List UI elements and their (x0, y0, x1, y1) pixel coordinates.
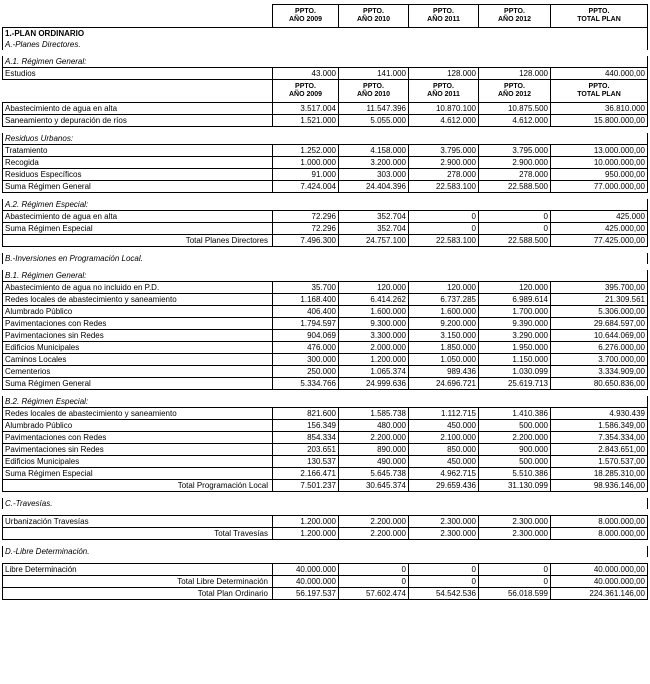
amount-cell: 0 (409, 223, 479, 235)
amount-cell: 8.000.000,00 (551, 516, 648, 528)
amount-cell: 2.200.000 (339, 516, 409, 528)
amount-cell: 0 (339, 564, 409, 576)
amount-cell: 6.989.614 (479, 294, 551, 306)
total-amount-cell: 98.936.146,00 (551, 480, 648, 492)
column-header-line-2: AÑO 2011 (427, 16, 460, 23)
amount-cell: 1.252.000 (273, 145, 339, 157)
amount-cell: 3.700.000,00 (551, 354, 648, 366)
row-label: Edificios Municipales (3, 342, 273, 354)
amount-cell: 440.000,00 (551, 68, 648, 80)
amount-cell: 821.600 (273, 408, 339, 420)
amount-cell: 406.400 (273, 306, 339, 318)
column-header-line-1: PPTO. (363, 83, 384, 90)
amount-cell: 1.030.099 (479, 366, 551, 378)
amount-cell: 904.069 (273, 330, 339, 342)
table-row (3, 157, 648, 169)
column-header-line-2: AÑO 2012 (497, 91, 532, 98)
amount-cell: 203.651 (273, 444, 339, 456)
amount-cell: 3.334.909,00 (551, 366, 648, 378)
amount-cell: 2.300.000 (479, 516, 551, 528)
budget-document (2, 4, 647, 600)
total-amount-cell: 54.542.536 (409, 588, 479, 600)
amount-cell: 6.276.000,00 (551, 342, 648, 354)
column-header-line-2: AÑO 2009 (288, 91, 323, 98)
section-heading-row (3, 28, 648, 40)
column-header (273, 80, 339, 103)
amount-cell: 120.000 (339, 282, 409, 294)
amount-cell: 395.700,00 (551, 282, 648, 294)
amount-cell: 1.585.738 (339, 408, 409, 420)
amount-cell: 4.612.000 (479, 115, 551, 127)
amount-cell: 1.586.349,00 (551, 420, 648, 432)
amount-cell: 3.795.000 (479, 145, 551, 157)
column-header-line-2: AÑO 2009 (288, 16, 323, 23)
amount-cell: 4.612.000 (409, 115, 479, 127)
amount-cell: 5.055.000 (339, 115, 409, 127)
amount-cell: 24.696.721 (409, 378, 479, 390)
amount-cell: 7.354.334,00 (551, 432, 648, 444)
table-row (3, 294, 648, 306)
amount-cell: 29.684.597,00 (551, 318, 648, 330)
row-label: Redes locales de abastecimiento y saneamiento (3, 294, 273, 306)
table-row (3, 68, 648, 80)
total-label: Total Planes Directores (3, 235, 273, 247)
total-label: Total Libre Determinación (3, 576, 273, 588)
row-label: Suma Régimen Especial (3, 468, 273, 480)
amount-cell: 352.704 (339, 211, 409, 223)
amount-cell: 303.000 (339, 169, 409, 181)
row-label: Pavimentaciones con Redes (3, 432, 273, 444)
total-amount-cell: 7.496.300 (273, 235, 339, 247)
row-label: Abastecimiento de agua no incluido en P.D. (3, 282, 273, 294)
row-label: Alumbrado Público (3, 420, 273, 432)
amount-cell: 1.570.537,00 (551, 456, 648, 468)
amount-cell: 22.583.100 (409, 181, 479, 193)
total-amount-cell: 2.300.000 (479, 528, 551, 540)
amount-cell: 5.306.000,00 (551, 306, 648, 318)
amount-cell: 7.424.004 (273, 181, 339, 193)
amount-cell: 72.296 (273, 211, 339, 223)
amount-cell: 3.300.000 (339, 330, 409, 342)
row-label: Estudios (3, 68, 273, 80)
amount-cell: 0 (409, 564, 479, 576)
amount-cell: 13.000.000,00 (551, 145, 648, 157)
table-row (3, 211, 648, 223)
amount-cell: 850.000 (409, 444, 479, 456)
amount-cell: 18.285.310,00 (551, 468, 648, 480)
header-blank-cell (3, 80, 273, 103)
amount-cell: 854.334 (273, 432, 339, 444)
amount-cell: 1.150.000 (479, 354, 551, 366)
table-row (3, 223, 648, 235)
amount-cell: 120.000 (409, 282, 479, 294)
section-heading-row (3, 39, 648, 50)
table-row (3, 456, 648, 468)
amount-cell: 77.000.000,00 (551, 181, 648, 193)
total-label: Total Programación Local (3, 480, 273, 492)
amount-cell: 5.334.766 (273, 378, 339, 390)
amount-cell: 450.000 (409, 456, 479, 468)
header-blank-cell (3, 5, 273, 28)
amount-cell: 890.000 (339, 444, 409, 456)
column-header (551, 80, 648, 103)
row-label: Alumbrado Público (3, 306, 273, 318)
column-header-line-1: PPTO. (433, 8, 454, 15)
table-row (3, 330, 648, 342)
table-row (3, 103, 648, 115)
table-row (3, 378, 648, 390)
column-header-line-2: AÑO 2012 (497, 16, 532, 23)
amount-cell: 130.537 (273, 456, 339, 468)
amount-cell: 2.900.000 (479, 157, 551, 169)
amount-cell: 22.588.500 (479, 181, 551, 193)
total-amount-cell: 0 (479, 576, 551, 588)
total-row (3, 576, 648, 588)
amount-cell: 10.000.000,00 (551, 157, 648, 169)
row-label: Suma Régimen General (3, 378, 273, 390)
section-heading-row (3, 199, 648, 211)
section-heading: C.-Travesías. (3, 498, 648, 509)
amount-cell: 11.547.396 (339, 103, 409, 115)
amount-cell: 4.158.000 (339, 145, 409, 157)
row-label: Pavimentaciones sin Redes (3, 330, 273, 342)
column-header (339, 5, 409, 28)
amount-cell: 278.000 (409, 169, 479, 181)
amount-cell: 1.700.000 (479, 306, 551, 318)
amount-cell: 2.200.000 (479, 432, 551, 444)
amount-cell: 2.100.000 (409, 432, 479, 444)
column-header-line-2: TOTAL PLAN (577, 91, 621, 98)
amount-cell: 1.410.386 (479, 408, 551, 420)
table-row (3, 420, 648, 432)
total-amount-cell: 0 (409, 576, 479, 588)
amount-cell: 6.737.285 (409, 294, 479, 306)
table-row (3, 516, 648, 528)
amount-cell: 2.900.000 (409, 157, 479, 169)
total-amount-cell: 2.300.000 (409, 528, 479, 540)
total-amount-cell: 56.018.599 (479, 588, 551, 600)
section-heading-row (3, 270, 648, 282)
amount-cell: 1.112.715 (409, 408, 479, 420)
section-heading-row (3, 253, 648, 264)
column-header-row (3, 5, 648, 28)
total-amount-cell: 7.501.237 (273, 480, 339, 492)
column-header-line-1: PPTO. (295, 83, 316, 90)
row-label: Residuos Específicos (3, 169, 273, 181)
total-row (3, 588, 648, 600)
amount-cell: 2.300.000 (409, 516, 479, 528)
amount-cell: 3.200.000 (339, 157, 409, 169)
amount-cell: 2.200.000 (339, 432, 409, 444)
column-header-line-1: PPTO. (588, 83, 610, 90)
amount-cell: 156.349 (273, 420, 339, 432)
section-heading-row (3, 498, 648, 509)
total-amount-cell: 40.000.000,00 (551, 576, 648, 588)
amount-cell: 352.704 (339, 223, 409, 235)
column-header-line-2: AÑO 2010 (356, 16, 391, 23)
table-row (3, 169, 648, 181)
column-header-row (3, 80, 648, 103)
table-row (3, 432, 648, 444)
amount-cell: 80.650.836,00 (551, 378, 648, 390)
amount-cell: 9.390.000 (479, 318, 551, 330)
row-label: Urbanización Travesías (3, 516, 273, 528)
column-header-line-2: AÑO 2010 (356, 91, 391, 98)
total-amount-cell: 1.200.000 (273, 528, 339, 540)
amount-cell: 128.000 (479, 68, 551, 80)
row-label: Edificios Municipales (3, 456, 273, 468)
amount-cell: 490.000 (339, 456, 409, 468)
total-amount-cell: 40.000.000 (273, 576, 339, 588)
amount-cell: 3.517.004 (273, 103, 339, 115)
table-row (3, 408, 648, 420)
amount-cell: 250.000 (273, 366, 339, 378)
section-heading: B.-Inversiones en Programación Local. (3, 253, 648, 264)
total-amount-cell: 56.197.537 (273, 588, 339, 600)
total-row (3, 480, 648, 492)
column-header (339, 80, 409, 103)
total-amount-cell: 77.425.000,00 (551, 235, 648, 247)
row-label: Caminos Locales (3, 354, 273, 366)
budget-table-body (3, 5, 648, 600)
row-label: Suma Régimen Especial (3, 223, 273, 235)
table-row (3, 145, 648, 157)
total-row (3, 235, 648, 247)
total-label: Total Plan Ordinario (3, 588, 273, 600)
total-row (3, 528, 648, 540)
column-header (479, 5, 551, 28)
amount-cell: 3.795.000 (409, 145, 479, 157)
amount-cell: 1.600.000 (409, 306, 479, 318)
amount-cell: 40.000.000 (273, 564, 339, 576)
column-header-line-1: PPTO. (504, 8, 525, 15)
amount-cell: 0 (409, 211, 479, 223)
column-header-line-1: PPTO. (504, 83, 525, 90)
amount-cell: 450.000 (409, 420, 479, 432)
amount-cell: 480.000 (339, 420, 409, 432)
column-header-line-1: PPTO. (433, 83, 454, 90)
amount-cell: 25.619.713 (479, 378, 551, 390)
row-label: Suma Régimen General (3, 181, 273, 193)
column-header (479, 80, 551, 103)
amount-cell: 5.645.738 (339, 468, 409, 480)
row-label: Abastecimiento de agua en alta (3, 211, 273, 223)
table-row (3, 354, 648, 366)
amount-cell: 35.700 (273, 282, 339, 294)
row-label: Pavimentaciones sin Redes (3, 444, 273, 456)
amount-cell: 1.065.374 (339, 366, 409, 378)
amount-cell: 0 (479, 211, 551, 223)
column-header-line-1: PPTO. (295, 8, 316, 15)
amount-cell: 10.870.100 (409, 103, 479, 115)
amount-cell: 500.000 (479, 456, 551, 468)
column-header (551, 5, 648, 28)
column-header-line-2: AÑO 2011 (427, 91, 460, 98)
amount-cell: 2.166.471 (273, 468, 339, 480)
total-amount-cell: 31.130.099 (479, 480, 551, 492)
amount-cell: 3.290.000 (479, 330, 551, 342)
amount-cell: 24.404.396 (339, 181, 409, 193)
amount-cell: 4.930.439 (551, 408, 648, 420)
amount-cell: 900.000 (479, 444, 551, 456)
section-heading-row (3, 396, 648, 408)
section-heading: Residuos Urbanos: (3, 133, 648, 145)
amount-cell: 1.200.000 (273, 516, 339, 528)
row-label: Saneamiento y depuración de ríos (3, 115, 273, 127)
amount-cell: 3.150.000 (409, 330, 479, 342)
amount-cell: 425.000 (551, 211, 648, 223)
amount-cell: 120.000 (479, 282, 551, 294)
total-amount-cell: 24.757.100 (339, 235, 409, 247)
column-header-line-1: PPTO. (363, 8, 384, 15)
amount-cell: 9.200.000 (409, 318, 479, 330)
amount-cell: 989.436 (409, 366, 479, 378)
total-amount-cell: 0 (339, 576, 409, 588)
row-label: Cementerios (3, 366, 273, 378)
amount-cell: 4.962.715 (409, 468, 479, 480)
amount-cell: 2.000.000 (339, 342, 409, 354)
table-row (3, 342, 648, 354)
total-amount-cell: 22.588.500 (479, 235, 551, 247)
section-heading: D.-Libre Determinación. (3, 546, 648, 557)
amount-cell: 1.950.000 (479, 342, 551, 354)
amount-cell: 43.000 (273, 68, 339, 80)
column-header (409, 80, 479, 103)
amount-cell: 1.168.400 (273, 294, 339, 306)
amount-cell: 40.000.000,00 (551, 564, 648, 576)
amount-cell: 72.296 (273, 223, 339, 235)
amount-cell: 1.794.597 (273, 318, 339, 330)
amount-cell: 15.800.000,00 (551, 115, 648, 127)
total-amount-cell: 29.659.436 (409, 480, 479, 492)
amount-cell: 300.000 (273, 354, 339, 366)
table-row (3, 318, 648, 330)
total-amount-cell: 224.361.146,00 (551, 588, 648, 600)
row-label: Tratamiento (3, 145, 273, 157)
table-row (3, 564, 648, 576)
amount-cell: 950.000,00 (551, 169, 648, 181)
section-heading: B.1. Régimen General: (3, 270, 648, 282)
total-amount-cell: 57.602.474 (339, 588, 409, 600)
section-heading-row (3, 133, 648, 145)
amount-cell: 128.000 (409, 68, 479, 80)
total-amount-cell: 30.645.374 (339, 480, 409, 492)
total-amount-cell: 8.000.000,00 (551, 528, 648, 540)
total-label: Total Travesías (3, 528, 273, 540)
table-row (3, 115, 648, 127)
table-row (3, 366, 648, 378)
amount-cell: 500.000 (479, 420, 551, 432)
amount-cell: 10.644.069,00 (551, 330, 648, 342)
amount-cell: 1.200.000 (339, 354, 409, 366)
row-label: Libre Determinación (3, 564, 273, 576)
section-heading-row (3, 56, 648, 68)
column-header-line-1: PPTO. (588, 8, 610, 15)
row-label: Abastecimiento de agua en alta (3, 103, 273, 115)
total-amount-cell: 22.583.100 (409, 235, 479, 247)
section-heading-row (3, 546, 648, 557)
amount-cell: 0 (479, 223, 551, 235)
amount-cell: 9.300.000 (339, 318, 409, 330)
section-heading: B.2. Régimen Especial: (3, 396, 648, 408)
amount-cell: 21.309.561 (551, 294, 648, 306)
amount-cell: 141.000 (339, 68, 409, 80)
amount-cell: 1.600.000 (339, 306, 409, 318)
column-header (273, 5, 339, 28)
row-label: Recogida (3, 157, 273, 169)
amount-cell: 1.850.000 (409, 342, 479, 354)
table-row (3, 306, 648, 318)
amount-cell: 1.050.000 (409, 354, 479, 366)
amount-cell: 36.810.000 (551, 103, 648, 115)
amount-cell: 1.000.000 (273, 157, 339, 169)
amount-cell: 278.000 (479, 169, 551, 181)
total-amount-cell: 2.200.000 (339, 528, 409, 540)
section-heading: A.2. Régimen Especial: (3, 199, 648, 211)
table-row (3, 282, 648, 294)
amount-cell: 425.000,00 (551, 223, 648, 235)
amount-cell: 5.510.386 (479, 468, 551, 480)
amount-cell: 24.999.636 (339, 378, 409, 390)
amount-cell: 0 (479, 564, 551, 576)
table-row (3, 181, 648, 193)
column-header (409, 5, 479, 28)
amount-cell: 476.000 (273, 342, 339, 354)
amount-cell: 91.000 (273, 169, 339, 181)
amount-cell: 2.843.651,00 (551, 444, 648, 456)
table-row (3, 468, 648, 480)
amount-cell: 10.875.500 (479, 103, 551, 115)
column-header-line-2: TOTAL PLAN (577, 16, 621, 23)
table-row (3, 444, 648, 456)
amount-cell: 1.521.000 (273, 115, 339, 127)
row-label: Pavimentaciones con Redes (3, 318, 273, 330)
row-label: Redes locales de abastecimiento y saneamiento (3, 408, 273, 420)
section-heading: A.1. Régimen General: (3, 56, 648, 68)
section-heading: 1.-PLAN ORDINARIO (3, 28, 648, 40)
amount-cell: 6.414.262 (339, 294, 409, 306)
budget-table (2, 4, 648, 600)
section-heading: A.-Planes Directores. (3, 39, 648, 50)
